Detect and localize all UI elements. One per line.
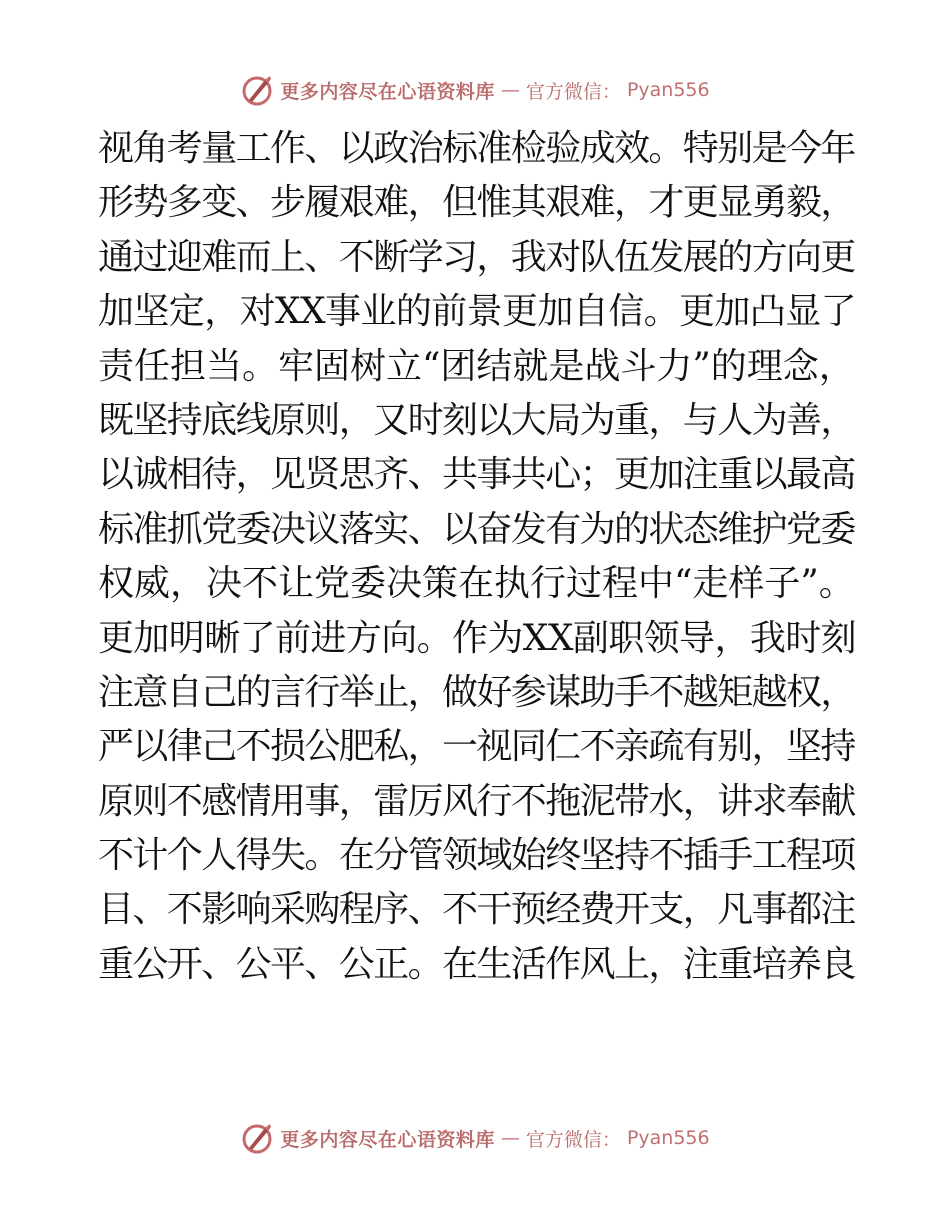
- body-line: 注意自己的言行举止，做好参谋助手不越矩越权，: [98, 671, 855, 713]
- body-line: 形势多变、步履艰难，但惟其艰难，才更显勇毅，: [98, 182, 855, 224]
- body-line: 既坚持底线原则，又时刻以大局为重，与人为善，: [98, 399, 855, 441]
- body-line: 更加明晰了前进方向。作为XX副职领导，我时刻: [98, 617, 857, 659]
- body-line: 严以律己不损公肥私，一视同仁不亲疏有别，坚持: [98, 726, 855, 768]
- footer-watermark: [0, 1118, 950, 1158]
- watermark-wechat-id: Pyan556: [626, 79, 710, 101]
- watermark-site-text: 更多内容尽在心语资料库: [280, 80, 495, 103]
- watermark-separator: —: [500, 79, 520, 101]
- body-line: 权威，决不让党委决策在执行过程中“走样子”。: [98, 563, 855, 605]
- body-line: 标准抓党委决议落实、以奋发有为的状态维护党委: [98, 508, 855, 550]
- watermark-site-text: 更多内容尽在心语资料库: [280, 1128, 495, 1151]
- body-line: 加坚定，对XX事业的前景更加自信。更加凸显了: [98, 291, 857, 333]
- header-watermark: [0, 70, 950, 110]
- body-line: 目、不影响采购程序、不干预经费开支，凡事都注: [98, 889, 855, 931]
- body-line: 不计个人得失。在分管领域始终坚持不插手工程项: [98, 835, 855, 877]
- quill-pen-logo-icon: [240, 1121, 274, 1155]
- body-line: 原则不感情用事，雷厉风行不拖泥带水，讲求奉献: [98, 780, 855, 822]
- watermark-wechat-id: Pyan556: [626, 1127, 710, 1149]
- watermark-wechat-label: 官方微信：: [525, 80, 621, 103]
- watermark-separator: —: [500, 1127, 520, 1149]
- watermark-wechat-label: 官方微信：: [525, 1128, 621, 1151]
- body-line: 视角考量工作、以政治标准检验成效。特别是今年: [98, 128, 855, 169]
- quill-pen-logo-icon: [240, 73, 274, 107]
- document-body: [98, 122, 858, 992]
- body-line: 重公开、公平、公正。在生活作风上，注重培养良: [98, 943, 855, 985]
- body-line: 通过迎难而上、不断学习，我对队伍发展的方向更: [98, 236, 855, 278]
- body-line: 责任担当。牢固树立“团结就是战斗力”的理念，: [98, 345, 855, 387]
- body-line: 以诚相待，见贤思齐、共事共心；更加注重以最高: [98, 454, 855, 496]
